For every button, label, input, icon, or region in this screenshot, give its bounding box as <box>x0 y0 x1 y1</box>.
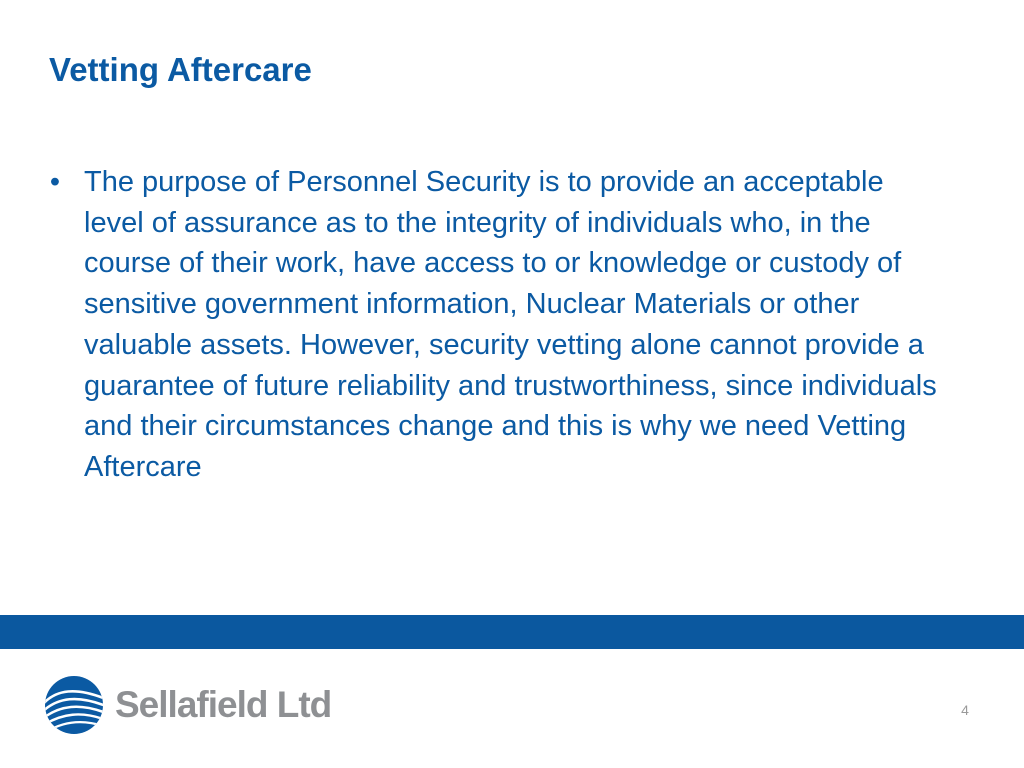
logo-text: Sellafield Ltd <box>115 684 332 725</box>
sellafield-wave-logo-icon <box>44 675 104 735</box>
bullet-marker: • <box>49 166 61 198</box>
footer-band <box>0 615 1024 649</box>
bullet-list <box>43 162 943 488</box>
page-number: 4 <box>961 702 969 718</box>
company-logo <box>44 675 331 735</box>
slide-title: Vetting Aftercare <box>49 51 312 88</box>
bullet-item <box>43 162 943 488</box>
bullet-text: The purpose of Personnel Security is to provide an acceptable level of assurance as to the integrity of individuals who, in the course of their work, have access to or knowledge or custody of sensitive government information, Nuclear Materials or other valuable assets. However, security vetting alone cannot provide a guarantee of future reliability and trustworthiness, since individuals and their circumstances change and this is why we need Vetting Aftercare <box>84 166 937 483</box>
